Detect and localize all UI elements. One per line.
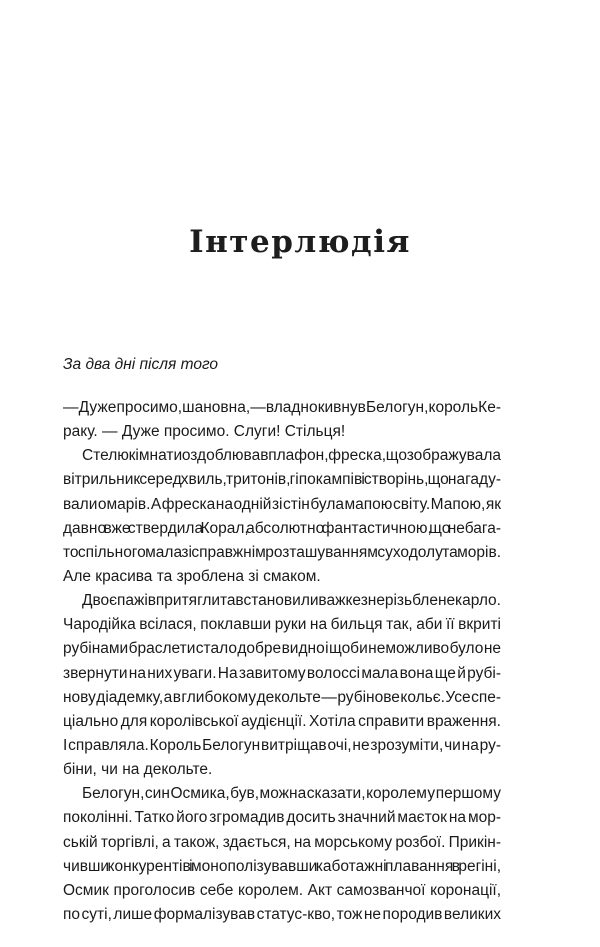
text-line: Чародійка всілася, поклавши руки на бильця так, аби її вкриті: [63, 616, 501, 634]
text-line: Осмик проголосив себе королем. Акт самозванчої коронації,: [63, 881, 501, 899]
paragraph-2: [63, 444, 501, 589]
text-line: Але красива та зроблена зі смаком.: [63, 567, 321, 585]
text-line: звернути на них уваги. На завитому волоссі мала вона ще й рубі-: [63, 664, 501, 682]
epigraph: За два дні після того: [63, 356, 219, 373]
text-line: то спільного мала зі справжнім розташуванням суходолу та морів.: [63, 543, 501, 561]
text-line: ціально для королівської аудієнції. Хотіла справити враження.: [63, 712, 501, 730]
text-line: біни, чи на декольте.: [63, 761, 213, 779]
text-line: нову діадемку, а в глибокому декольте — рубінове кольє. Усе спе-: [63, 688, 501, 706]
paragraph-4: [63, 782, 501, 927]
text-line: Стелю кімнати оздоблював плафон, фреска, що зображувала: [82, 447, 501, 465]
paragraph-3: [63, 589, 501, 782]
text-line: поколінні. Татко його згромадив досить значний маєток на мор-: [63, 809, 501, 827]
text-line: рубінами браслети стало добре видно і щоби неможливо було не: [63, 640, 501, 658]
text-line: давно вже ствердила Корал, абсолютно фантастичною, що небага-: [63, 519, 501, 537]
paragraph-1: [63, 396, 501, 444]
text-line: І справляла. Король Белогун витріщав очі, не зрозуміти, чи на ру-: [63, 736, 501, 754]
text-line: ській торгівлі, а також, здається, на морському розбої. Прикін-: [63, 833, 501, 851]
text-line: чивши конкурентів і монополізувавши каботажні плавання в регіні,: [63, 857, 501, 875]
text-line: вітрильник серед хвиль, тритонів, гіпокампів і створінь, що нагаду-: [63, 471, 501, 489]
body-text: [63, 396, 501, 927]
text-line: — Дуже просимо, шановна, — владно кивнув Белогун, король Ке-: [63, 399, 501, 416]
text-line: Двоє пажів притягли та встановили важкезне різьблене карло.: [82, 592, 501, 610]
text-line: раку. — Дуже просимо. Слуги! Стільця!: [63, 423, 346, 441]
text-line: Белогун, син Осмика, був, можна сказати, королем у першому: [82, 785, 501, 803]
text-line: по суті, лише формалізував статус-кво, тож не породив великих: [63, 905, 501, 923]
chapter-title: Інтерлюдія: [189, 224, 411, 260]
text-line: вали омарів. А фреска на одній зі стін була мапою світу. Мапою, як: [63, 495, 501, 513]
